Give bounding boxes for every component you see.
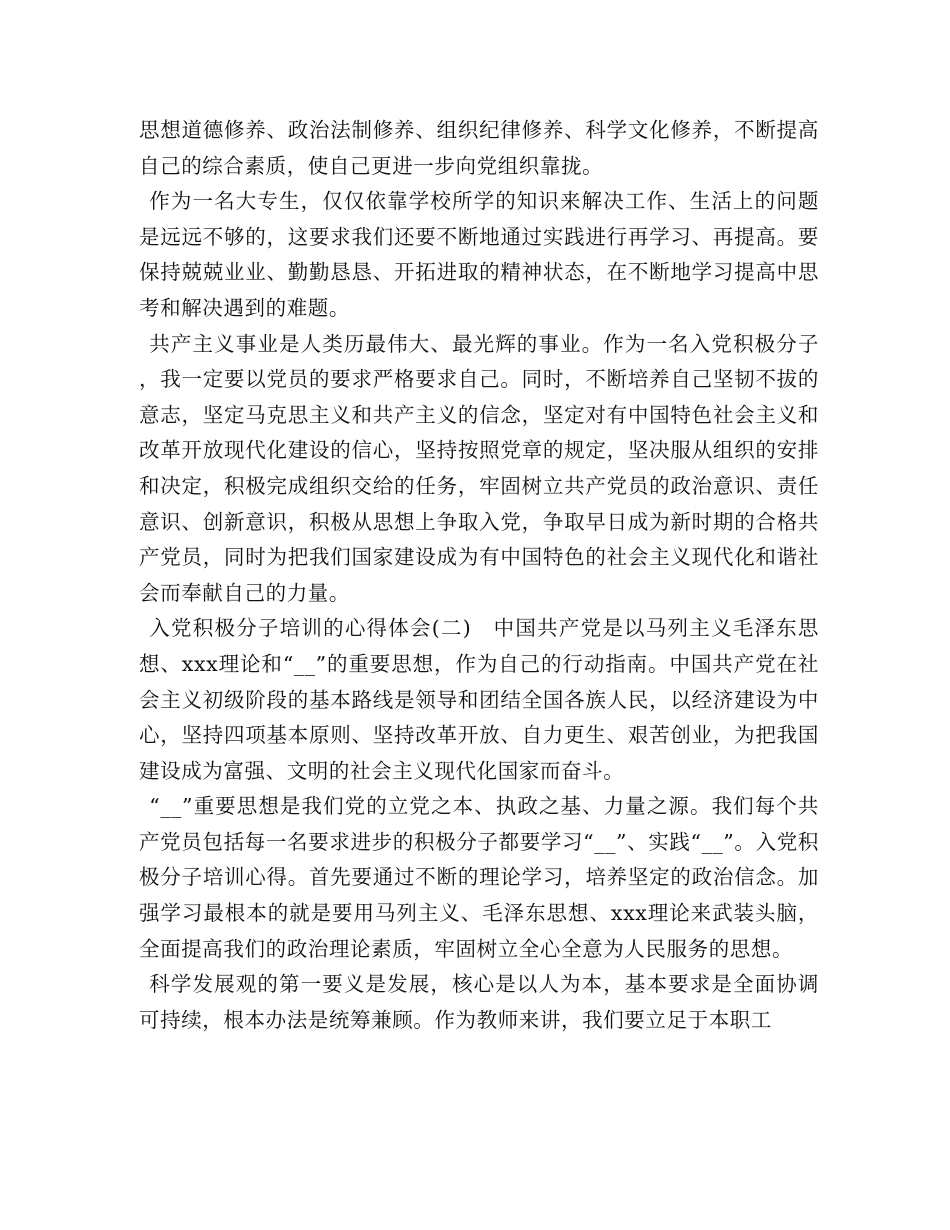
paragraph-continuation: 思想道德修养、政治法制修养、组织纪律修养、科学文化修养，不断提高自己的综合素质，使自己更进一步向党组织靠拢。 — [139, 118, 819, 178]
paragraph: 科学发展观的第一要义是发展，核心是以人为本，基本要求是全面协调可持续，根本办法是统筹兼顾。作为教师来讲，我们要立足于本职工 — [139, 972, 819, 1032]
paragraph: 共产主义事业是人类历最伟大、最光辉的事业。作为一名入党积极分子，我一定要以党员的要求严格要求自己。同时，不断培养自己坚韧不拔的意志，坚定马克思主义和共产主义的信念，坚定对有中国特色社会主义和改革开放现代化建设的信心，坚持按照党章的规定，坚决服从组织的安排和决定，积极完成组织交给的任务，牢固树立共产党员的政治意识、责任意识、创新意识，积极从思想上争取入党，争取早日成为新时期的合格共产党员，同时为把我们国家建设成为有中国特色的社会主义现代化和谐社会而奉献自己的力量。 — [139, 331, 819, 605]
paragraph: 作为一名大专生，仅仅依靠学校所学的知识来解决工作、生活上的问题是远远不够的，这要求我们还要不断地通过实践进行再学习、再提高。要保持兢兢业业、勤勤恳恳、开拓进取的精神状态，在不断地学习提高中思考和解决遇到的难题。 — [139, 189, 819, 320]
paragraph: 入党积极分子培训的心得体会(二) 中国共产党是以马列主义毛泽东思想、xxx理论和“__”的重要思想，作为自己的行动指南。中国共产党在社会主义初级阶段的基本路线是领导和团结全国各族人民，以经济建设为中心，坚持四项基本原则、坚持改革开放、自力更生、艰苦创业，为把我国建设成为富强、文明的社会主义现代化国家而奋斗。 — [139, 616, 819, 783]
paragraph: “__”重要思想是我们党的立党之本、执政之基、力量之源。我们每个共产党员包括每一名要求进步的积极分子都要学习“__”、实践“__”。入党积极分子培训心得。首先要通过不断的理论学习，培养坚定的政治信念。加强学习最根本的就是要用马列主义、毛泽东思想、xxx理论来武装头脑，全面提高我们的政治理论素质，牢固树立全心全意为人民服务的思想。 — [139, 794, 819, 961]
document-body — [139, 113, 819, 1038]
